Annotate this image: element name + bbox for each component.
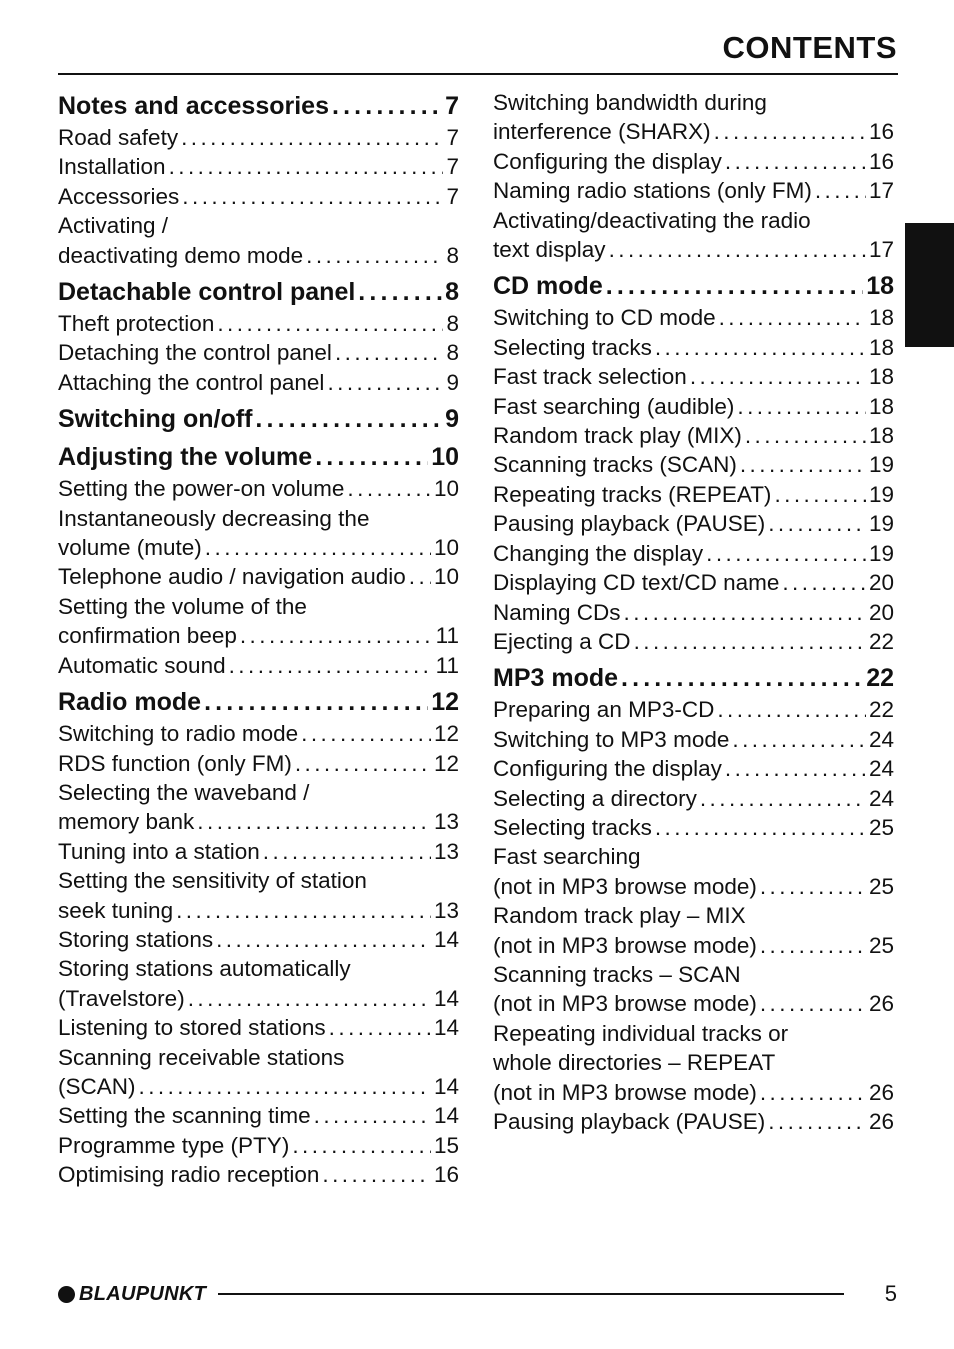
toc-entry (58, 338, 459, 367)
toc-entry (493, 598, 894, 627)
toc-entry-line (58, 592, 459, 621)
toc-entry-page: 15 (433, 1132, 459, 1158)
toc-entry-page: 20 (868, 570, 894, 596)
toc-entry (58, 368, 459, 397)
toc-entry (493, 627, 894, 656)
dot-leader (182, 182, 443, 211)
dot-leader (725, 754, 866, 783)
toc-entry (58, 749, 459, 778)
toc-entry-label: Displaying CD text/CD name (493, 570, 780, 596)
toc-entry-line-label: Scanning receivable stations (58, 1044, 345, 1070)
toc-entry-page: 7 (446, 154, 459, 180)
dot-leader (205, 533, 431, 562)
toc-section-heading-label: Radio mode (58, 688, 202, 717)
toc-entry-label: (SCAN) (58, 1073, 136, 1099)
toc-section-heading (58, 441, 459, 473)
toc-entry-page: 14 (433, 985, 459, 1011)
toc-entry-line-label: Selecting the waveband / (58, 779, 310, 805)
toc-entry-line (493, 1019, 894, 1048)
toc-entry (58, 621, 459, 650)
toc-entry-page: 9 (446, 369, 459, 395)
toc-entry (493, 989, 894, 1018)
toc-entry-label: Fast searching (audible) (493, 393, 735, 419)
dot-leader (655, 333, 866, 362)
dot-leader (768, 1107, 866, 1136)
toc-entry-label: Scanning tracks (SCAN) (493, 452, 737, 478)
toc-entry-page: 18 (868, 334, 894, 360)
toc-entry-label: Pausing playback (PAUSE) (493, 511, 766, 537)
toc-entry (58, 925, 459, 954)
toc-entry (58, 984, 459, 1013)
dot-leader (322, 1160, 431, 1189)
toc-entry-page: 11 (435, 623, 459, 649)
toc-entry-page: 10 (433, 564, 459, 590)
toc-entry-label: Selecting tracks (493, 814, 652, 840)
dot-leader (606, 270, 863, 302)
toc-entry (58, 182, 459, 211)
toc-entry-page: 19 (868, 452, 894, 478)
dot-leader (714, 117, 866, 146)
toc-section-heading (58, 90, 459, 122)
toc-entry-page: 26 (868, 991, 894, 1017)
toc-entry (493, 176, 894, 205)
toc-section-heading-label: Switching on/off (58, 405, 253, 434)
toc-entry-label: (not in MP3 browse mode) (493, 991, 757, 1017)
toc-entry (493, 235, 894, 264)
dot-leader (263, 837, 431, 866)
toc-entry-line (493, 901, 894, 930)
toc-entry-label: Tuning into a station (58, 838, 260, 864)
toc-entry-page: 16 (868, 119, 894, 145)
dot-leader (706, 539, 866, 568)
dot-leader (609, 235, 866, 264)
toc-entry-label: (not in MP3 browse mode) (493, 1079, 757, 1105)
toc-entry-page: 7 (446, 125, 459, 150)
toc-entry (493, 450, 894, 479)
toc-entry (58, 533, 459, 562)
page-number: 5 (884, 1281, 897, 1306)
toc-entry (493, 480, 894, 509)
toc-entry-label: RDS function (only FM) (58, 750, 292, 776)
toc-entry-label: Listening to stored stations (58, 1015, 326, 1041)
dot-leader (255, 403, 442, 435)
toc-entry-label: Repeating tracks (REPEAT) (493, 481, 772, 507)
toc-entry-label: Switching to MP3 mode (493, 726, 730, 752)
dot-leader (358, 276, 442, 308)
toc-section (58, 403, 459, 435)
dot-leader (409, 562, 431, 591)
toc-entry-page: 22 (868, 628, 894, 654)
dot-leader (301, 719, 431, 748)
toc-entry-label: Selecting tracks (493, 334, 652, 360)
toc-entry-page: 14 (433, 1103, 459, 1129)
dot-leader (760, 931, 866, 960)
toc-entry-label: Configuring the display (493, 148, 722, 174)
dot-leader (217, 309, 443, 338)
toc-entry (493, 303, 894, 332)
dot-leader (204, 686, 428, 718)
toc-entry (58, 719, 459, 748)
toc-entry-label: (not in MP3 browse mode) (493, 932, 757, 958)
toc-entry (493, 392, 894, 421)
toc-entry-line-label: Random track play – MIX (493, 903, 746, 929)
toc-section-heading (493, 662, 894, 694)
toc-entry-label: Storing stations (58, 926, 214, 952)
dot-leader (634, 627, 866, 656)
dot-leader (315, 441, 428, 473)
toc-entry (58, 152, 459, 181)
toc-section-heading-label: MP3 mode (493, 664, 619, 693)
toc-section-heading-page: 8 (445, 278, 459, 307)
toc-entry-page: 25 (868, 932, 894, 958)
toc-entry-label: (Travelstore) (58, 985, 185, 1011)
toc-entry-label: Naming radio stations (only FM) (493, 178, 812, 204)
toc-entry-page: 14 (433, 1073, 459, 1099)
toc-entry-line (493, 960, 894, 989)
toc-section (58, 90, 459, 270)
toc-section (493, 662, 894, 1136)
toc-section (493, 88, 894, 264)
toc-entry (493, 568, 894, 597)
toc-section-heading-label: Detachable control panel (58, 278, 356, 307)
toc-section-heading (58, 686, 459, 718)
toc-section-heading-page: 10 (431, 443, 459, 472)
toc-entry (58, 1160, 459, 1189)
toc-entry (493, 784, 894, 813)
toc-entry-label: confirmation beep (58, 623, 237, 649)
toc-entry-label: Configuring the display (493, 756, 722, 782)
toc-entry-line (58, 866, 459, 895)
toc-entry (493, 754, 894, 783)
dot-leader (745, 421, 866, 450)
toc-entry-label: Switching to CD mode (493, 305, 716, 331)
dot-leader (732, 725, 866, 754)
toc-entry-label: interference (SHARX) (493, 119, 711, 145)
toc-entry-label: volume (mute) (58, 535, 202, 561)
toc-entry-page: 24 (868, 726, 894, 752)
toc-section-heading (493, 270, 894, 302)
toc-entry-page: 19 (868, 540, 894, 566)
dot-leader (314, 1101, 431, 1130)
toc-entry-label: Naming CDs (493, 599, 621, 625)
toc-section-heading-page: 7 (445, 92, 459, 120)
dot-leader (327, 368, 443, 397)
toc-entry-page: 12 (433, 721, 459, 747)
toc-entry-page: 18 (868, 423, 894, 449)
toc-entry-page: 18 (868, 393, 894, 419)
toc-entry-page: 17 (868, 237, 894, 263)
toc-entry (58, 474, 459, 503)
toc-entry-page: 19 (868, 481, 894, 507)
toc-entry-label: Setting the scanning time (58, 1103, 311, 1129)
toc-entry (58, 123, 459, 152)
dot-leader (139, 1072, 431, 1101)
dot-leader (347, 474, 431, 503)
toc-entry-label: Attaching the control panel (58, 369, 325, 395)
toc-section-heading-page: 12 (431, 688, 459, 717)
toc-entry (493, 872, 894, 901)
toc-entry-label: Automatic sound (58, 652, 226, 678)
dot-leader (295, 749, 431, 778)
toc-section-heading-page: 18 (866, 272, 894, 301)
toc-entry-line-label: Switching bandwidth during (493, 90, 767, 115)
toc-entry (58, 1131, 459, 1160)
toc-entry-line-label: Instantaneously decreasing the (58, 505, 370, 531)
toc-entry-label: text display (493, 237, 606, 263)
toc-entry-line-label: Fast searching (493, 844, 641, 870)
brand-name: BLAUPUNKT (79, 1282, 207, 1305)
toc-entry (58, 1072, 459, 1101)
toc-entry-page: 16 (433, 1162, 459, 1188)
toc-section (58, 441, 459, 680)
dot-leader (760, 989, 866, 1018)
dot-leader (760, 872, 866, 901)
toc-entry-label: Telephone audio / navigation audio (58, 564, 406, 590)
toc-section-heading (58, 403, 459, 435)
dot-leader (240, 621, 433, 650)
toc-column-right (493, 88, 894, 1142)
toc-entry-line (493, 88, 894, 117)
toc-entry-line (493, 842, 894, 871)
toc-entry (58, 1013, 459, 1042)
toc-entry-page: 18 (868, 305, 894, 331)
toc-entry-label: Theft protection (58, 311, 215, 337)
toc-entry-page: 8 (446, 340, 459, 366)
toc-entry-page: 8 (446, 242, 459, 268)
toc-entry (493, 421, 894, 450)
toc-entry-page: 13 (433, 897, 459, 923)
footer-divider (218, 1293, 844, 1295)
toc-entry-page: 19 (868, 511, 894, 537)
toc-section-heading-label: Notes and accessories (58, 92, 329, 120)
toc-entry-line-label: Storing stations automatically (58, 956, 351, 982)
toc-entry-page: 16 (868, 148, 894, 174)
dot-leader (621, 662, 863, 694)
dot-leader (768, 509, 866, 538)
toc-entry-page: 10 (433, 476, 459, 502)
toc-entry-page: 11 (435, 652, 459, 678)
toc-entry-line (58, 504, 459, 533)
toc-entry (58, 309, 459, 338)
toc-entry (493, 931, 894, 960)
toc-entry (58, 807, 459, 836)
toc-section-heading-page: 22 (866, 664, 894, 693)
dot-leader (229, 651, 433, 680)
dot-leader (306, 241, 443, 270)
toc-entry (493, 695, 894, 724)
toc-entry-line-label: Activating/deactivating the radio (493, 207, 811, 233)
toc-entry-page: 13 (433, 838, 459, 864)
toc-entry-page: 14 (433, 926, 459, 952)
toc-entry-label: Accessories (58, 183, 180, 209)
toc-entry (493, 333, 894, 362)
toc-entry-label: Ejecting a CD (493, 628, 631, 654)
toc-section-heading-label: Adjusting the volume (58, 443, 313, 472)
dot-leader (624, 598, 866, 627)
title-divider (58, 73, 898, 75)
toc-entry-line (493, 206, 894, 235)
toc-entry-page: 8 (446, 311, 459, 337)
toc-entry-page: 25 (868, 814, 894, 840)
dot-leader (690, 362, 866, 391)
logo-dot-icon (58, 1286, 75, 1303)
dot-leader (335, 338, 444, 367)
toc-entry (58, 1101, 459, 1130)
dot-leader (332, 90, 442, 122)
dot-leader (700, 784, 866, 813)
toc-entry-label: Optimising radio reception (58, 1162, 320, 1188)
toc-column-left (58, 88, 459, 1196)
dot-leader (717, 695, 866, 724)
chapter-tab-marker (905, 223, 954, 347)
toc-entry-label: Setting the power-on volume (58, 476, 345, 502)
toc-entry-label: Selecting a directory (493, 785, 697, 811)
dot-leader (181, 123, 443, 152)
brand-logo (58, 1283, 206, 1305)
dot-leader (329, 1013, 431, 1042)
toc-entry-line (493, 1048, 894, 1077)
dot-leader (197, 807, 431, 836)
dot-leader (760, 1078, 866, 1107)
toc-entry-label: memory bank (58, 809, 195, 835)
toc-entry-line-label: Repeating individual tracks or (493, 1020, 789, 1046)
toc-entry (493, 1078, 894, 1107)
toc-entry-page: 13 (433, 809, 459, 835)
toc-entry (493, 117, 894, 146)
toc-section (58, 276, 459, 397)
toc-entry-page: 25 (868, 873, 894, 899)
dot-leader (737, 392, 866, 421)
toc-entry (493, 362, 894, 391)
toc-entry-label: Programme type (PTY) (58, 1132, 290, 1158)
toc-entry-page: 17 (868, 178, 894, 204)
toc-entry-line (58, 778, 459, 807)
toc-entry-page: 10 (433, 535, 459, 561)
toc-entry (493, 539, 894, 568)
dot-leader (740, 450, 866, 479)
toc-entry-page: 14 (433, 1015, 459, 1041)
toc-entry (58, 562, 459, 591)
toc-entry (58, 241, 459, 270)
toc-entry (493, 1107, 894, 1136)
toc-entry-line (58, 211, 459, 240)
toc-section-heading-label: CD mode (493, 272, 603, 301)
toc-entry-line (58, 1043, 459, 1072)
toc-entry-line-label: Setting the sensitivity of station (58, 868, 367, 894)
toc-entry-label: Road safety (58, 125, 179, 150)
dot-leader (774, 480, 866, 509)
toc-entry-page: 22 (868, 697, 894, 723)
toc-entry (493, 725, 894, 754)
toc-entry-line-label: whole directories – REPEAT (493, 1050, 776, 1076)
dot-leader (188, 984, 431, 1013)
dot-leader (169, 152, 444, 181)
dot-leader (719, 303, 866, 332)
toc-entry-page: 18 (868, 364, 894, 390)
toc-entry-page: 24 (868, 785, 894, 811)
toc-entry (58, 896, 459, 925)
toc-entry-label: Switching to radio mode (58, 721, 299, 747)
dot-leader (725, 147, 866, 176)
toc-section (493, 270, 894, 656)
toc-entry (493, 813, 894, 842)
toc-entry-label: (not in MP3 browse mode) (493, 873, 757, 899)
dot-leader (815, 176, 866, 205)
toc-entry (493, 509, 894, 538)
page-title: CONTENTS (722, 30, 897, 65)
toc-entry-label: Fast track selection (493, 364, 687, 390)
toc-entry-label: deactivating demo mode (58, 242, 304, 268)
toc-entry-page: 20 (868, 599, 894, 625)
toc-entry-page: 7 (446, 183, 459, 209)
toc-entry (58, 837, 459, 866)
toc-section-heading-page: 9 (445, 405, 459, 434)
toc-entry-line (58, 954, 459, 983)
toc-entry-page: 12 (433, 750, 459, 776)
toc-entry-label: seek tuning (58, 897, 174, 923)
dot-leader (176, 896, 431, 925)
toc-entry-line-label: Setting the volume of the (58, 593, 307, 619)
toc-entry-page: 24 (868, 756, 894, 782)
toc-entry-label: Installation (58, 154, 166, 180)
toc-section-heading (58, 276, 459, 308)
dot-leader (216, 925, 431, 954)
dot-leader (782, 568, 866, 597)
toc-entry (493, 147, 894, 176)
toc-entry-page: 26 (868, 1079, 894, 1105)
dot-leader (655, 813, 866, 842)
toc-entry-label: Preparing an MP3-CD (493, 697, 715, 723)
toc-entry-line-label: Scanning tracks – SCAN (493, 961, 741, 987)
toc-entry-page: 26 (868, 1109, 894, 1134)
toc-section (58, 686, 459, 1190)
toc-entry-line-label: Activating / (58, 213, 169, 239)
toc-entry-label: Detaching the control panel (58, 340, 332, 366)
dot-leader (292, 1131, 431, 1160)
toc-entry-label: Pausing playback (PAUSE) (493, 1109, 766, 1134)
toc-entry-label: Changing the display (493, 540, 704, 566)
toc-entry (58, 651, 459, 680)
toc-entry-label: Random track play (MIX) (493, 423, 742, 449)
